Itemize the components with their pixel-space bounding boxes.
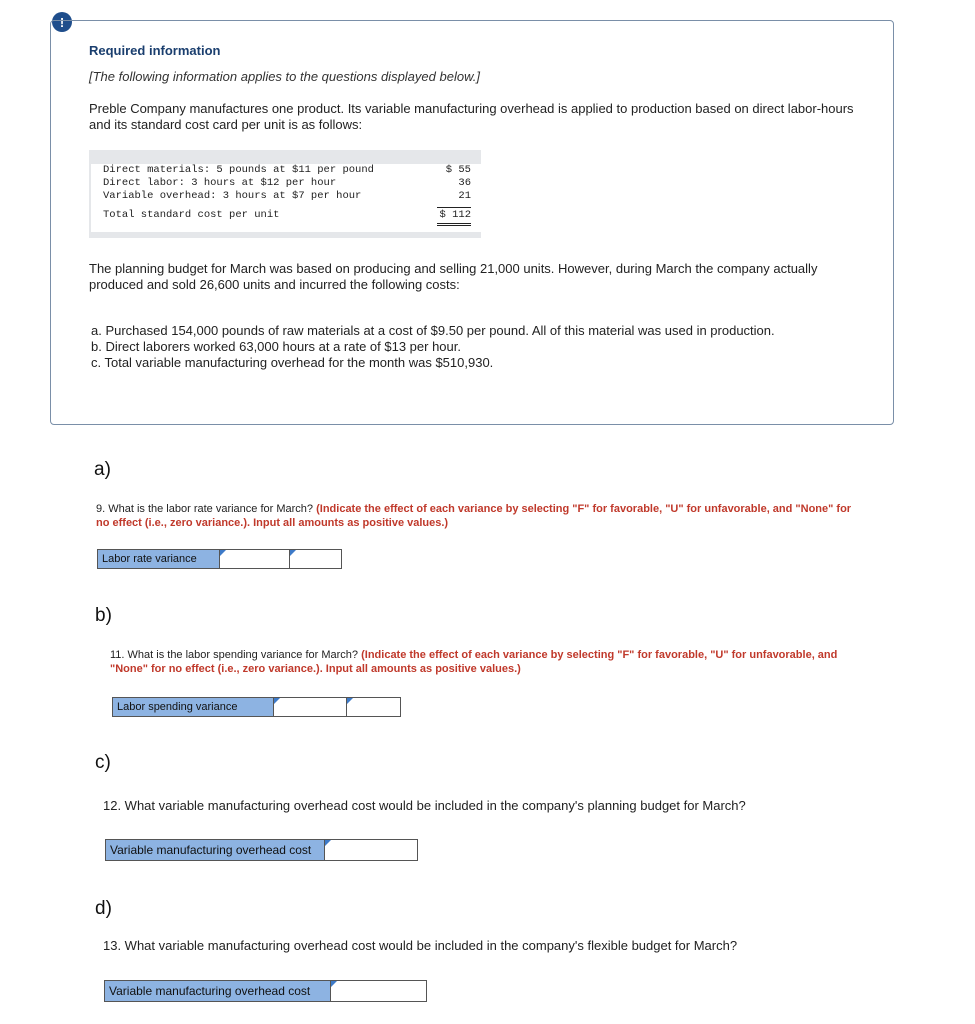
part-d-label: d) <box>95 898 112 919</box>
amount-cell <box>331 981 426 1001</box>
cost-label: Direct materials: 5 pounds at $11 per pound <box>103 164 374 176</box>
required-information-title: Required information <box>89 43 221 58</box>
amount-cell <box>274 698 346 716</box>
effect-cell <box>289 550 341 568</box>
standard-cost-card <box>89 150 481 238</box>
flag-icon <box>290 550 296 556</box>
flag-icon <box>325 840 331 846</box>
answer-label: Labor rate variance <box>98 550 220 568</box>
list-item: b. Direct laborers worked 63,000 hours at a rate of $13 per hour. <box>91 339 461 354</box>
list-item: a. Purchased 154,000 pounds of raw materials at a cost of $9.50 per pound. All of this material was used in production. <box>91 323 775 338</box>
question-text: 11. What is the labor spending variance for March? <box>110 649 359 661</box>
labor-spending-variance-row <box>112 697 401 717</box>
planning-overhead-amount-input[interactable] <box>325 841 417 859</box>
question-text: 9. What is the labor rate variance for March? <box>96 503 314 515</box>
flexible-overhead-amount-input[interactable] <box>331 982 426 1000</box>
flag-icon <box>274 698 280 704</box>
answer-label: Variable manufacturing overhead cost <box>105 981 331 1001</box>
total-rule <box>437 207 471 208</box>
cost-amount: 21 <box>458 190 471 202</box>
cost-amount: 36 <box>458 177 471 189</box>
labor-rate-variance-effect-select[interactable] <box>290 551 341 569</box>
actual-costs-list <box>91 323 881 371</box>
question-9 <box>96 502 856 530</box>
labor-rate-variance-row <box>97 549 342 569</box>
cost-row <box>103 164 471 177</box>
flag-icon <box>331 981 337 987</box>
cost-amount: $ 55 <box>445 164 471 176</box>
alert-icon: ! <box>52 12 72 32</box>
total-label: Total standard cost per unit <box>103 209 280 221</box>
part-b-label: b) <box>95 605 112 626</box>
cost-row <box>103 177 471 190</box>
instruction-text: (Indicate the effect of each variance by selecting "F" for favorable, "U" for unfavorable, and "None" for no effect (i.e., zero variance.). Input all amounts as positive values.) <box>96 503 852 529</box>
flag-icon <box>347 698 353 704</box>
instruction-text: (Indicate the effect of each variance by selecting "F" for favorable, "U" for unfavorable, and "None" for no effect (i.e., zero variance.). Input all amounts as positive values.) <box>110 649 838 675</box>
amount-cell <box>220 550 290 568</box>
answer-label: Variable manufacturing overhead cost <box>106 840 325 860</box>
planning-text: The planning budget for March was based on producing and selling 21,000 units. However, during March the company actually produced and sold 26,600 units and incurred the following costs: <box>89 261 818 292</box>
cost-label: Variable overhead: 3 hours at $7 per hour <box>103 190 362 202</box>
part-a-label: a) <box>94 459 111 480</box>
required-information-box <box>50 20 894 425</box>
list-item: c. Total variable manufacturing overhead for the month was $510,930. <box>91 355 494 370</box>
total-amount: $ 112 <box>439 209 471 221</box>
flag-icon <box>220 550 226 556</box>
labor-spending-variance-effect-select[interactable] <box>347 699 400 717</box>
cost-label: Direct labor: 3 hours at $12 per hour <box>103 177 337 189</box>
cost-row <box>103 190 471 203</box>
intro-text: Preble Company manufactures one product. Its variable manufacturing overhead is applied to production based on direct labor-hours and its standard cost card per unit is as follows: <box>89 101 854 132</box>
cost-total-row <box>103 209 471 222</box>
labor-spending-variance-amount-input[interactable] <box>274 699 346 717</box>
question-13: 13. What variable manufacturing overhead cost would be included in the company's flexible budget for March? <box>103 938 738 953</box>
effect-cell <box>346 698 400 716</box>
planning-overhead-row <box>105 839 418 861</box>
part-c-label: c) <box>95 752 111 773</box>
amount-cell <box>325 840 417 860</box>
labor-rate-variance-amount-input[interactable] <box>220 551 290 569</box>
info-note: [The following information applies to the questions displayed below.] <box>89 69 480 84</box>
question-12: 12. What variable manufacturing overhead cost would be included in the company's planning budget for March? <box>103 798 746 813</box>
question-11 <box>110 648 850 676</box>
answer-label: Labor spending variance <box>113 698 274 716</box>
total-double-rule <box>437 223 471 226</box>
flexible-overhead-row <box>104 980 427 1002</box>
